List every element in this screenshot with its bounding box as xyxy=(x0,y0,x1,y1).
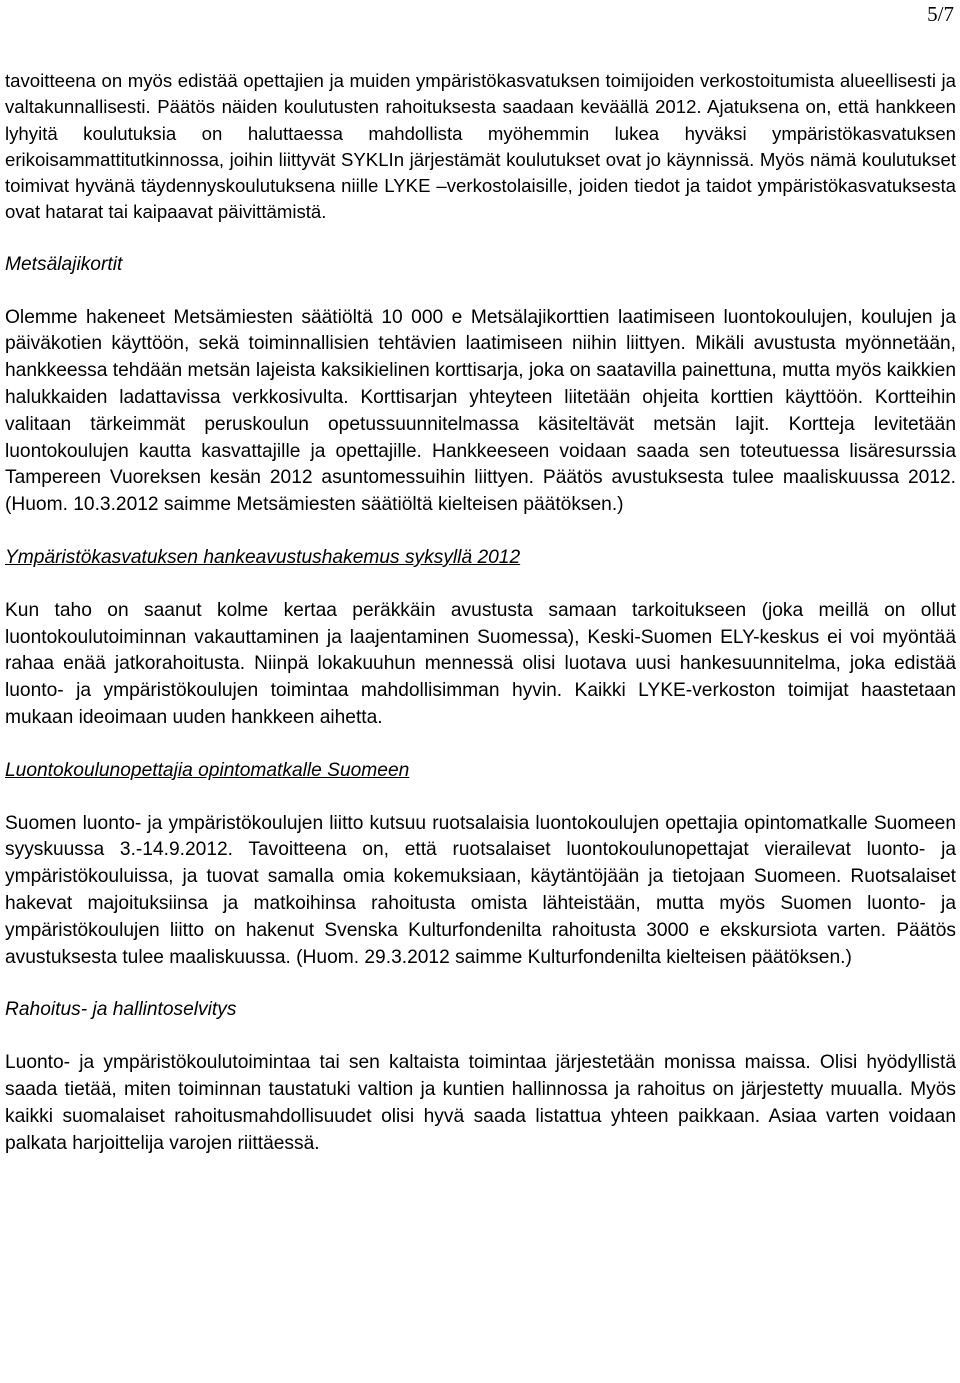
section-heading-rahoitusselvitys: Rahoitus- ja hallintoselvitys xyxy=(5,999,237,1021)
paragraph-metsalajikortit: Olemme hakeneet Metsämiesten säätiöltä 10 000 e Metsälajikorttien laatimiseen luontokoulujen, koulujen ja päiväkotien käyttöön, sekä toiminnallisien tehtävien laatimiseen niihin liittyen. Mikäli avustusta myönnetään, hankkeessa tehdään metsän lajeista kaksikielinen korttisarja, joka on saatavilla painettuna, mutta myös kaikkien halukkaiden ladattavissa verkkosivulta. Korttisarjan yhteyteen liitetään ohjeita korttien käyttöön. Kortteihin valitaan tärkeimmät peruskoulun opetussuunnitelmassa käsiteltävät metsän lajit. Kortteja levitetään luontokoulujen kautta kasvattajille ja opettajille. Hankkeeseen voidaan saada sen toteutuessa lisäresurssia Tampereen Vuoreksen kesän 2012 asuntomessuihin liittyen. Päätös avustuksesta tulee maaliskuussa 2012. (Huom. 10.3.2012 saimme Metsämiesten säätiöltä kielteisen päätöksen.) xyxy=(5,306,956,516)
section-heading-hankeavustushakemus: Ympäristökasvatuksen hankeavustushakemus syksyllä 2012 xyxy=(5,546,521,568)
section-heading-metsalajikortit: Metsälajikortit xyxy=(5,253,123,275)
intro-paragraph: tavoitteena on myös edistää opettajien ja muiden ympäristökasvatuksen toimijoiden verkostoitumista alueellisesti ja valtakunnallisesti. Päätös näiden koulutusten rahoituksesta saadaan keväällä 2012. Ajatuksena on, että hankkeen lyhyitä koulutuksia on haluttaessa mahdollista myöhemmin lukea hyväksi ympäristökasvatuksen erikoisammattitutkinnossa, joihin liittyvät SYKLIn järjestämät koulutukset ovat jo käynnissä. Myös nämä koulutukset toimivat hyvänä täydennyskoulutuksena niille LYKE –verkostolaisille, joiden tiedot ja taidot ympäristökasvatuksesta ovat hatarat tai kaipaavat päivittämistä. xyxy=(5,70,956,223)
section-heading-opintomatka: Luontokoulunopettajia opintomatkalle Suomeen xyxy=(5,759,410,781)
paragraph-hankeavustushakemus: Kun taho on saanut kolme kertaa peräkkäin avustusta samaan tarkoitukseen (joka meillä on ollut luontokoulutoiminnan vakauttaminen ja laajentaminen Suomessa), Keski-Suomen ELY-keskus ei voi myöntää rahaa enää jatkorahoitusta. Niinpä lokakuuhun mennessä olisi luotava uusi hankesuunnitelma, joka edistää luonto- ja ympäristökoulujen toimintaa mahdollisimman hyvin. Kaikki LYKE-verkoston toimijat haastetaan mukaan ideoimaan uuden hankkeen aihetta. xyxy=(5,599,956,728)
paragraph-opintomatka: Suomen luonto- ja ympäristökoulujen liitto kutsuu ruotsalaisia luontokoulujen opettajia opintomatkalle Suomeen syyskuussa 3.-14.9.2012. Tavoitteena on, että ruotsalaiset luontokoulunopettajat vierailevat luonto- ja ympäristökouluissa, ja tuovat samalla omia kokemuksiaan, käytäntöjään ja tietojaan Suomeen. Ruotsalaiset hakevat majoituksiinsa ja matkoihinsa rahoitusta omista lähteistään, mutta myös Suomen luonto- ja ympäristökoulujen liitto on hakenut Svenska Kulturfondenilta rahoitusta 3000 e ekskursiota varten. Päätös avustuksesta tulee maaliskuussa. (Huom. 29.3.2012 saimme Kulturfondenilta kielteisen päätöksen.) xyxy=(5,812,956,968)
document-body xyxy=(5,68,956,1157)
page-number: 5/7 xyxy=(927,2,954,26)
paragraph-rahoitusselvitys: Luonto- ja ympäristökoulutoimintaa tai sen kaltaista toimintaa järjestetään monissa maissa. Olisi hyödyllistä saada tietää, miten toiminnan taustatuki valtion ja kuntien hallinnossa ja rahoitus on järjestetty muualla. Myös kaikki suomalaiset rahoitusmahdollisuudet olisi hyvä saada listattua yhteen paikkaan. Asiaa varten voidaan palkata harjoittelija varojen riittäessä. xyxy=(5,1052,956,1154)
